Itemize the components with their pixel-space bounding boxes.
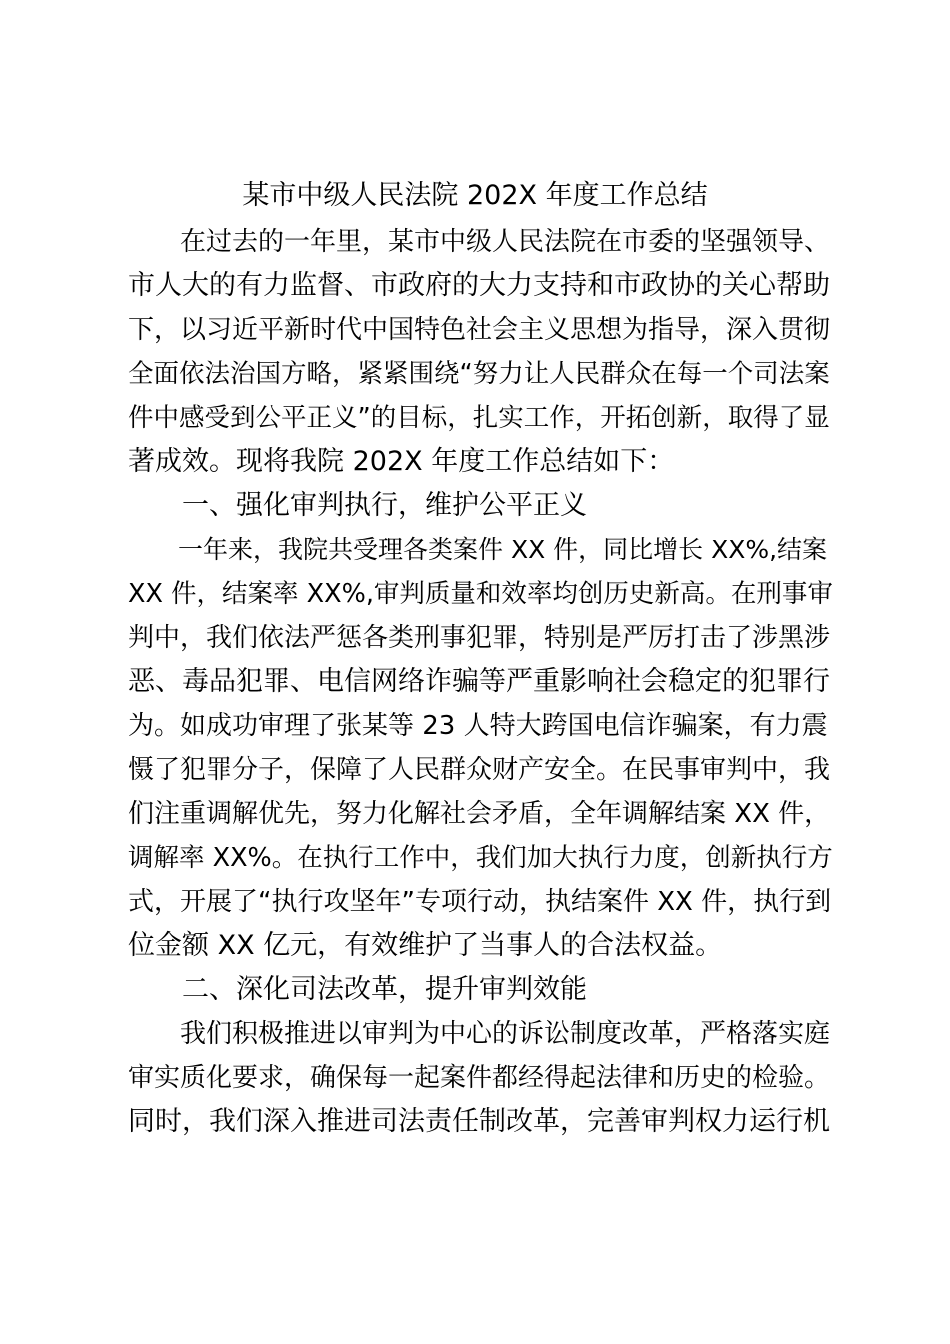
body-text-line: 慑了犯罪分子，保障了人民群众财产安全。在民事审判中，我 [128,755,831,785]
body-text-line: 位金额 XX 亿元，有效维护了当事人的合法权益。 [128,930,723,961]
document-title: 某市中级人民法院 202X 年度工作总结 [242,180,708,211]
body-text-line: XX 件，结案率 XX%,审判质量和效率均创历史新高。在刑事审 [128,579,833,609]
body-text-line: 们注重调解优先，努力化解社会矛盾，全年调解结案 XX 件， [128,799,831,829]
body-text-line: 恶、毒品犯罪、电信网络诈骗等严重影响社会稳定的犯罪行 [128,666,830,697]
section-heading: 二、深化司法改革，提升审判效能 [128,974,587,1005]
body-text-line: 判中，我们依法严惩各类刑事犯罪，特别是严厉打击了涉黑涉 [128,623,831,653]
body-text-line: 件中感受到公平正义”的目标，扎实工作，开拓创新，取得了显 [128,403,830,433]
body-text-line: 全面依法治国方略，紧紧围绕“努力让人民群众在每一个司法案 [128,359,830,389]
body-text-line: 一年来，我院共受理各类案件 XX 件，同比增长 XX%,结案 [128,535,828,564]
body-text-line: 我们积极推进以审判为中心的诉讼制度改革，严格落实庭 [128,1019,831,1049]
body-text-line: 下，以习近平新时代中国特色社会主义思想为指导，深入贯彻 [128,315,831,345]
body-text-line: 为。如成功审理了张某等 23 人特大跨国电信诈骗案，有力震 [128,711,828,741]
body-text-line: 调解率 XX%。在执行工作中，我们加大执行力度，创新执行方 [128,843,833,873]
body-text-line: 市人大的有力监督、市政府的大力支持和市政协的关心帮助 [128,270,830,301]
body-text-line: 同时，我们深入推进司法责任制改革，完善审判权力运行机 [128,1106,830,1137]
body-text-line: 著成效。现将我院 202X 年度工作总结如下： [128,446,675,477]
section-heading: 一、强化审判执行，维护公平正义 [128,490,587,521]
body-text-line: 在过去的一年里，某市中级人民法院在市委的坚强领导、 [128,227,831,257]
body-text-line: 审实质化要求，确保每一起案件都经得起法律和历史的检验。 [128,1063,831,1093]
body-text-line: 式，开展了“执行攻坚年”专项行动，执结案件 XX 件，执行到 [128,887,832,917]
